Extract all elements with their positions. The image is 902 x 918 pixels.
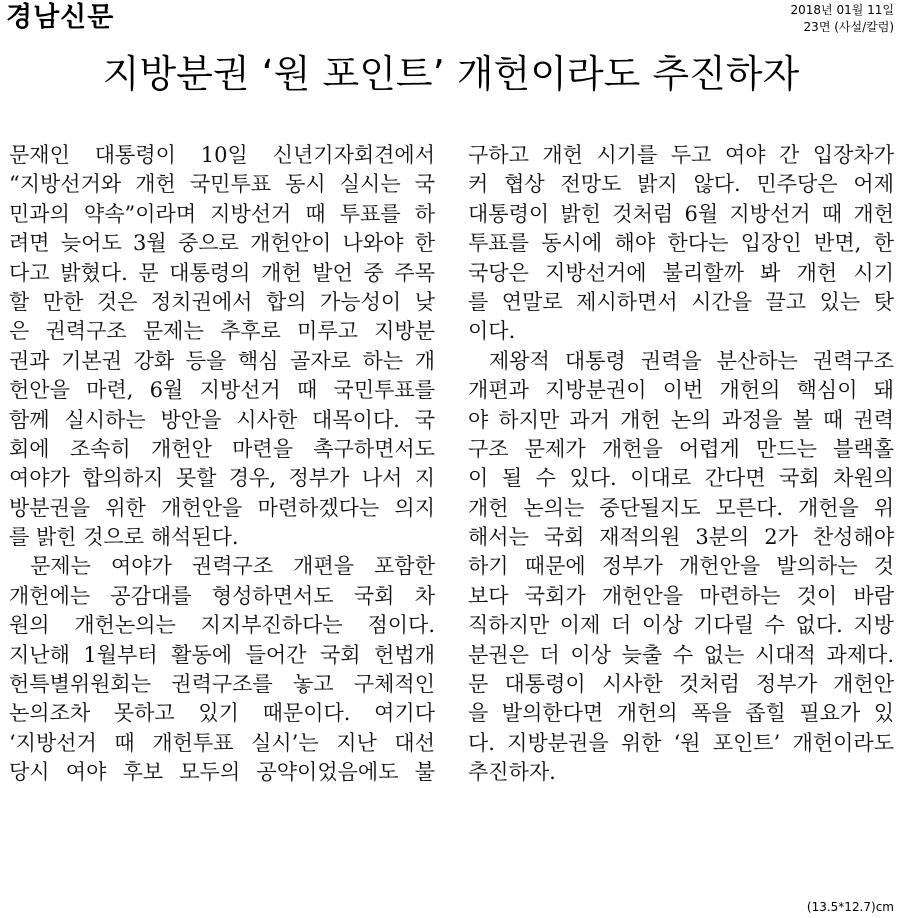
body-line: 이 될 수 있다. 이대로 간다면 국회 차원의 <box>468 466 894 491</box>
body-line: 문재인 대통령이 10일 신년기자회견에서 <box>9 143 435 167</box>
body-line: 헌특별위원회는 권력구조를 놓고 구체적인 <box>9 672 435 697</box>
body-line: 헌안을 마련, 6월 지방선거 때 국민투표를 <box>9 378 435 403</box>
body-line: 구하고 개헌 시기를 두고 여야 간 입장차가 <box>468 143 894 167</box>
article-size: (13.5*12.7)cm <box>806 900 894 914</box>
body-line: 제왕적 대통령 권력을 분산하는 권력구조 <box>489 348 894 373</box>
body-column-right <box>468 141 894 788</box>
body-line: 개헌에는 공감대를 형성하면서도 국회 차 <box>9 583 435 608</box>
body-line: 지난해 1월부터 활동에 들어간 국회 헌법개 <box>9 642 435 667</box>
body-line: 다고 밝혔다. 문 대통령의 개헌 발언 중 주목 <box>9 260 435 285</box>
body-line: 보다 국회가 개헌안을 마련하는 것이 바람 <box>468 583 894 608</box>
body-line: 권과 기본권 강화 등을 핵심 골자로 하는 개 <box>9 348 435 373</box>
body-line: 개편과 지방분권이 이번 개헌의 핵심이 돼 <box>468 378 894 403</box>
body-line: 다. 지방분권을 위한 ‘원 포인트’ 개헌이라도 <box>468 730 894 755</box>
body-line: 국당은 지방선거에 불리할까 봐 개헌 시기 <box>468 260 894 285</box>
body-line: 를 밝힌 것으로 해석된다. <box>9 525 239 550</box>
body-line: 당시 여야 후보 모두의 공약이었음에도 불 <box>9 760 435 785</box>
body-line: 여야가 합의하지 못할 경우, 정부가 나서 지 <box>9 466 435 491</box>
body-line: 커 협상 전망도 밝지 않다. 민주당은 어제 <box>468 172 894 197</box>
body-line: 분권은 더 이상 늦출 수 없는 시대적 과제다. <box>468 642 894 667</box>
body-line: 할 만한 것은 정치권에서 합의 가능성이 낮 <box>9 289 435 314</box>
body-line: 개헌 논의는 중단될지도 모른다. 개헌을 위 <box>468 495 894 520</box>
newspaper-masthead: 경남신문 <box>6 2 115 33</box>
body-line: 방분권을 위한 개헌안을 마련하겠다는 의지 <box>9 495 435 520</box>
body-line: 문제는 여야가 권력구조 개편을 포함한 <box>30 554 435 579</box>
body-column-left <box>9 141 435 788</box>
body-line: 직하지만 이제 더 이상 기다릴 수 없다. 지방 <box>468 613 894 638</box>
body-line: 하기 때문에 정부가 개헌안을 발의하는 것 <box>468 554 894 579</box>
body-line: 해서는 국회 재적의원 3분의 2가 찬성해야 <box>468 525 894 550</box>
body-line: 민과의 약속”이라며 지방선거 때 투표를 하 <box>9 201 435 226</box>
body-line: 함께 실시하는 방안을 시사한 대목이다. 국 <box>9 407 435 432</box>
body-line: 원의 개헌논의는 지지부진하다는 점이다. <box>9 613 435 638</box>
body-line: 야 하지만 과거 개헌 논의 과정을 볼 때 권력 <box>468 407 894 432</box>
body-line: “지방선거와 개헌 국민투표 동시 실시는 국 <box>9 172 435 197</box>
body-line: ‘지방선거 때 개헌투표 실시’는 지난 대선 <box>9 730 435 755</box>
page-section: 23면 (사설/칼럼) <box>803 20 894 34</box>
article-meta <box>791 2 894 36</box>
article-headline: 지방분권 ‘원 포인트’ 개헌이라도 추진하자 <box>102 52 800 96</box>
body-line: 을 발의한다면 개헌의 폭을 좁힐 필요가 있 <box>468 701 894 726</box>
body-line: 추진하자. <box>468 760 556 785</box>
body-line: 논의조차 못하고 있기 때문이다. 여기다 <box>9 701 435 726</box>
publication-date: 2018년 01월 11일 <box>790 3 894 17</box>
body-line: 구조 문제가 개헌을 어렵게 만드는 블랙홀 <box>468 436 894 461</box>
body-line: 대통령이 밝힌 것처럼 6월 지방선거 때 개헌 <box>468 201 894 226</box>
body-line: 려면 늦어도 3월 중으로 개헌안이 나와야 한 <box>9 231 435 256</box>
body-line: 은 권력구조 문제는 추후로 미루고 지방분 <box>9 319 435 344</box>
body-line: 문 대통령이 시사한 것처럼 정부가 개헌안 <box>468 672 894 697</box>
body-line: 회에 조속히 개헌안 마련을 촉구하면서도 <box>9 436 435 461</box>
body-line: 이다. <box>468 319 516 344</box>
body-line: 를 연말로 제시하면서 시간을 끌고 있는 탓 <box>468 289 894 314</box>
body-line: 투표를 동시에 해야 한다는 입장인 반면, 한 <box>468 231 894 256</box>
